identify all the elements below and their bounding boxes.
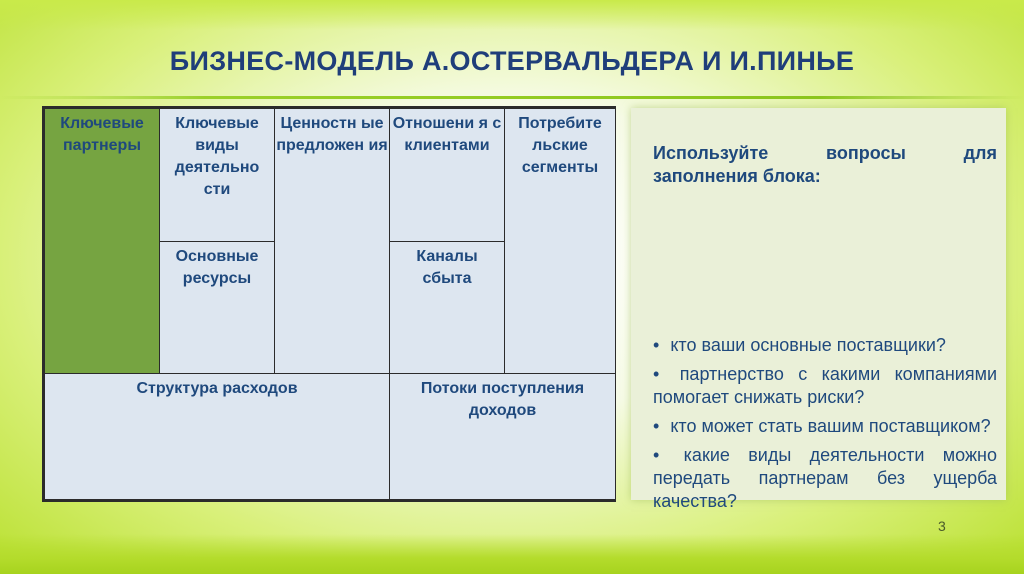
customer-segments-cell [504, 108, 616, 374]
channels-cell [389, 241, 505, 374]
questions-list [653, 334, 997, 519]
key-partners-cell [44, 108, 160, 374]
list-item-text: партнерство с какими компаниями помогает снижать риски? [653, 364, 997, 407]
cost-structure-cell [44, 373, 390, 500]
background-glow [0, 0, 1024, 30]
bullet-icon: • [653, 364, 660, 384]
title-divider [0, 96, 1024, 99]
slide-title: БИЗНЕС-МОДЕЛЬ А.ОСТЕРВАЛЬДЕРА И И.ПИНЬЕ [169, 46, 855, 76]
customer-relationships-label: Отношени я с клиентами [392, 115, 502, 154]
key-resources-label: Основные ресурсы [175, 248, 259, 287]
bullet-icon: • [653, 335, 660, 355]
key-activities-label: Ключевые виды деятельно сти [174, 115, 260, 198]
list-item [653, 415, 997, 438]
key-resources-cell [159, 241, 275, 374]
list-item [653, 444, 997, 513]
bullet-icon: • [653, 445, 660, 465]
cost-structure-label: Структура расходов [136, 380, 298, 397]
list-item-text: кто ваши основные поставщики? [670, 335, 946, 355]
key-partners-label: Ключевые партнеры [60, 115, 144, 154]
customer-segments-label: Потребите льские сегменты [518, 115, 602, 176]
revenue-streams-cell [389, 373, 616, 500]
list-item-text: кто может стать вашим поставщиком? [670, 416, 991, 436]
page-number: 3 [938, 518, 946, 534]
questions-heading: Используйте вопросы для заполнения блока: [653, 143, 997, 186]
list-item [653, 363, 997, 409]
bullet-icon: • [653, 416, 660, 436]
list-item-text: какие виды деятельности можно передать партнерам без ущерба качества? [653, 445, 997, 511]
key-activities-cell [159, 108, 275, 242]
questions-panel [631, 108, 1006, 511]
value-propositions-cell [274, 108, 390, 374]
list-item [653, 334, 997, 357]
channels-label: Каналы сбыта [416, 248, 478, 287]
value-propositions-label: Ценностн ые предложен ия [276, 115, 388, 154]
revenue-streams-label: Потоки поступления доходов [420, 380, 585, 419]
bottom-band [0, 534, 1024, 574]
business-model-canvas [42, 106, 616, 502]
customer-relationships-cell [389, 108, 505, 242]
